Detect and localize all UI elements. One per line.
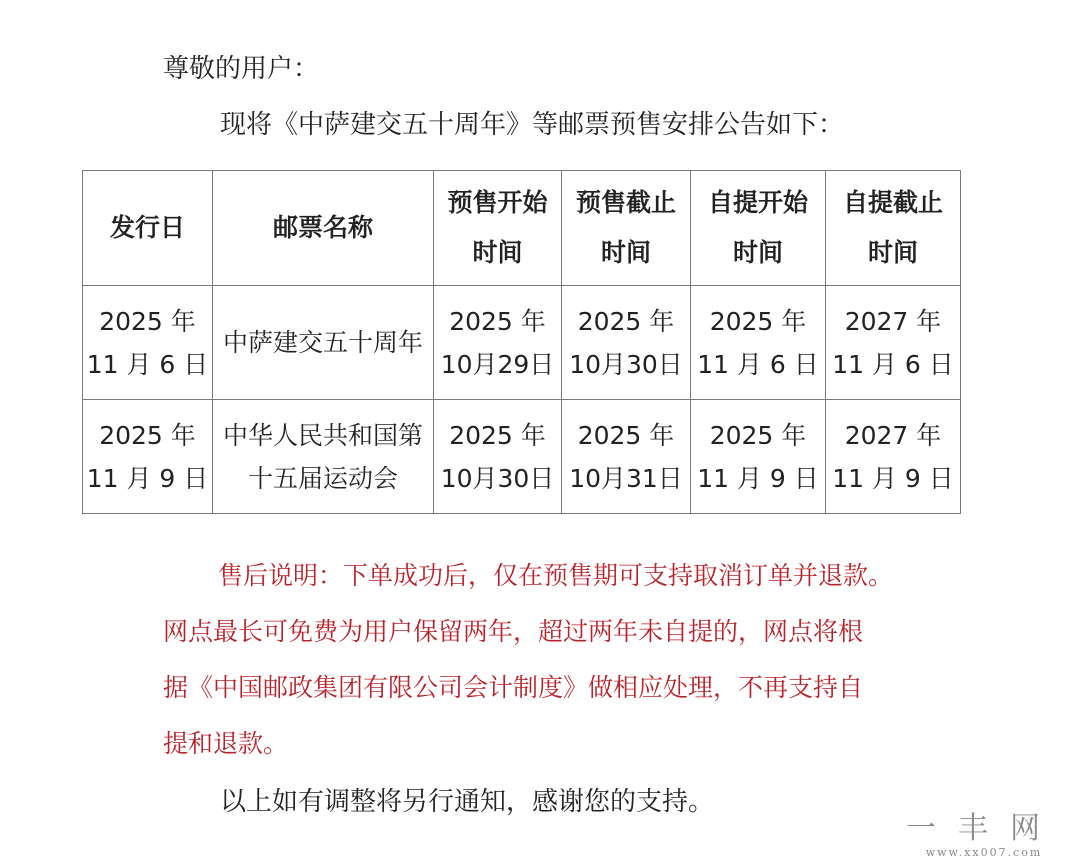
cell-text: 2025 年 (709, 306, 807, 336)
after-sales-note-line: 据《中国邮政集团有限公司会计制度》做相应处理，不再支持自 (163, 673, 864, 702)
cell-presale-start (434, 400, 562, 514)
greeting-text: 尊敬的用户： (163, 54, 320, 84)
cell-pickup-start (691, 286, 826, 400)
cell-pickup-start (691, 400, 826, 514)
cell-presale-end (562, 400, 691, 514)
stamp-presale-table (82, 170, 961, 514)
cell-text: 11 月 9 日 (697, 463, 819, 493)
cell-text: 11 月 6 日 (86, 349, 209, 379)
cell-text: 中华人民共和国第 (222, 420, 423, 450)
after-sales-note-line: 提和退款。 (163, 729, 289, 758)
cell-text: 10月31日 (569, 463, 683, 493)
cell-pickup-end (826, 286, 961, 400)
header-label: 时间 (732, 238, 783, 267)
cell-text: 10月30日 (440, 463, 555, 493)
intro-text: 现将《中萨建交五十周年》等邮票预售安排公告如下： (220, 110, 845, 140)
header-label: 自提截止 (842, 188, 943, 217)
after-sales-note-line: 网点最长可免费为用户保留两年，超过两年未自提的，网点将根 (163, 617, 864, 646)
cell-text: 2025 年 (99, 306, 196, 336)
cell-presale-end (562, 286, 691, 400)
table-header-row (83, 171, 961, 286)
header-label: 自提开始 (707, 188, 808, 217)
cell-text: 2025 年 (577, 306, 675, 336)
header-label: 预售开始 (447, 188, 548, 217)
table-row (83, 286, 961, 400)
header-label: 时间 (867, 238, 918, 267)
cell-text: 11 月 9 日 (86, 463, 209, 493)
closing-text: 以上如有调整将另行通知，感谢您的支持。 (220, 787, 715, 817)
header-issue-date (83, 171, 213, 286)
header-label: 时间 (472, 238, 523, 267)
site-watermark (906, 812, 1062, 860)
cell-text: 11 月 6 日 (697, 349, 819, 379)
cell-text: 中萨建交五十周年 (222, 328, 423, 357)
cell-text: 2025 年 (99, 420, 196, 450)
watermark-logo-text: 一丰网 (906, 811, 1062, 846)
cell-text: 2025 年 (577, 420, 675, 450)
header-label: 邮票名称 (272, 213, 373, 242)
cell-text: 2027 年 (844, 420, 942, 450)
cell-text: 2025 年 (449, 306, 546, 336)
cell-stamp-name (213, 286, 434, 400)
cell-stamp-name (213, 400, 434, 514)
cell-text: 2027 年 (844, 306, 942, 336)
header-pickup-end (826, 171, 961, 286)
cell-issue-date (83, 286, 213, 400)
cell-text: 11 月 6 日 (832, 349, 954, 379)
header-presale-start (434, 171, 562, 286)
watermark-url: www.xx007.com (925, 846, 1043, 859)
cell-text: 11 月 9 日 (832, 463, 954, 493)
header-pickup-start (691, 171, 826, 286)
cell-text: 10月29日 (440, 349, 555, 379)
cell-text: 2025 年 (449, 420, 546, 450)
header-presale-end (562, 171, 691, 286)
header-label: 预售截止 (575, 188, 676, 217)
header-label: 时间 (600, 238, 651, 267)
cell-issue-date (83, 400, 213, 514)
cell-text: 10月30日 (569, 349, 683, 379)
cell-text: 十五届运动会 (247, 463, 398, 493)
cell-text: 2025 年 (709, 420, 807, 450)
header-stamp-name (213, 171, 434, 286)
cell-pickup-end (826, 400, 961, 514)
after-sales-note-line: 售后说明：下单成功后，仅在预售期可支持取消订单并退款。 (218, 561, 894, 590)
table-row (83, 400, 961, 514)
cell-presale-start (434, 286, 562, 400)
header-label: 发行日 (109, 213, 185, 242)
